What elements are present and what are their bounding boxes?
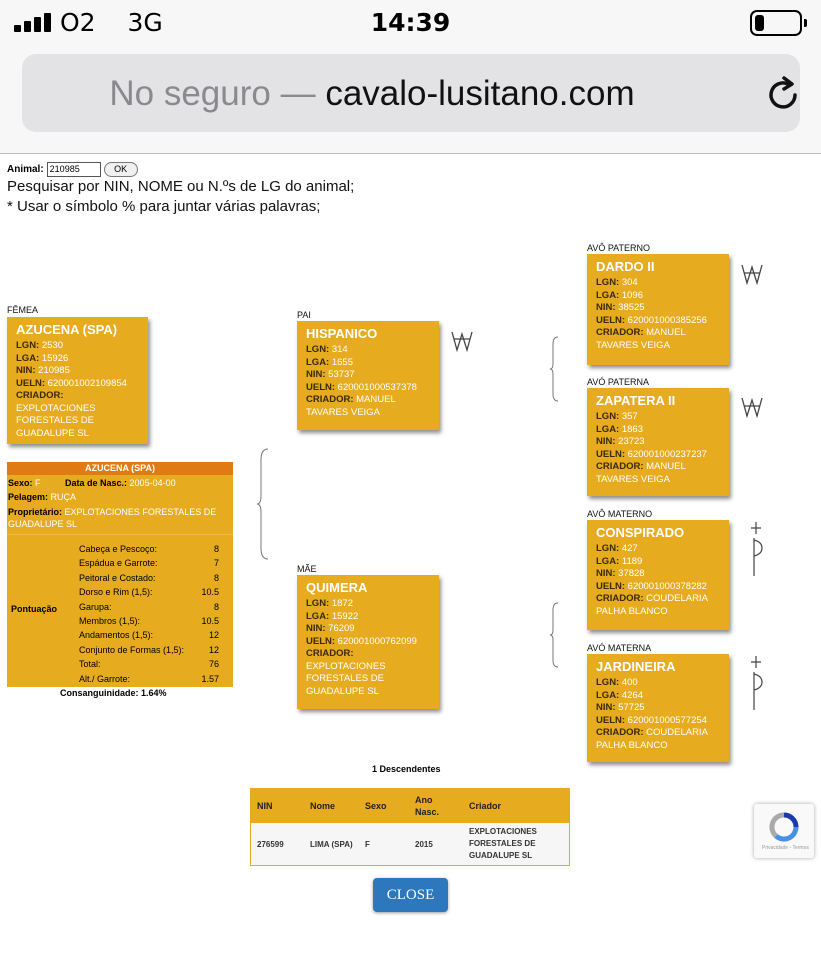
- lgn-label: LGN:: [306, 598, 330, 609]
- ueln-label: UELN:: [596, 714, 626, 726]
- lga-label: LGA:: [596, 423, 620, 435]
- pedigree-brace-icon: [256, 448, 270, 560]
- breeder-label: CRIADOR:: [596, 461, 644, 472]
- lga-value: 4264: [621, 689, 643, 701]
- score-value: 7: [213, 558, 219, 569]
- coat-label: Pelagem:: [8, 492, 49, 502]
- nin-label: NIN:: [16, 365, 36, 376]
- nin-value: 76209: [328, 623, 355, 634]
- recaptcha-terms: Privacidade - Termos: [762, 845, 809, 851]
- breeder-brand-icon: [748, 520, 764, 580]
- lgn-value: 400: [621, 677, 638, 688]
- ueln-label: UELN:: [596, 448, 626, 460]
- ueln-label: UELN:: [596, 580, 626, 592]
- section-label-paternal-grandsire: AVÔ PATERNO: [587, 243, 651, 253]
- table-header: [251, 789, 569, 823]
- horse-name: DARDO II: [596, 259, 655, 274]
- lgn-value: 1872: [331, 598, 353, 609]
- lga-label: LGA:: [306, 610, 330, 622]
- status-time: 14:39: [370, 8, 451, 37]
- ueln-value: 620001000537378: [337, 381, 417, 393]
- horse-card-paternal-granddam[interactable]: [587, 388, 729, 496]
- cell-name: LIMA (SPA): [310, 840, 353, 849]
- ueln-label: UELN:: [306, 635, 336, 647]
- animal-search-input[interactable]: [47, 162, 101, 177]
- horse-name: HISPANICO: [306, 326, 378, 341]
- horse-name: AZUCENA (SPA): [16, 322, 118, 337]
- section-label-paternal-granddam: AVÓ PATERNA: [587, 377, 650, 387]
- horse-name: ZAPATERA II: [596, 393, 676, 408]
- lgn-value: 357: [621, 411, 638, 422]
- coat-value: RUÇA: [50, 492, 77, 502]
- ueln-value: 620001000378282: [627, 580, 707, 592]
- nin-label: NIN:: [306, 369, 326, 380]
- section-label-maternal-grandsire: AVÔ MATERNO: [587, 509, 653, 519]
- search-help-text-2: * Usar o símbolo % para juntar várias palavras;: [7, 198, 321, 215]
- descendants-table: [250, 788, 570, 866]
- search-help-text: Pesquisar por NIN, NOME ou N.ºs de LG do animal;: [7, 178, 355, 195]
- ueln-value: 620001000385256: [627, 314, 707, 326]
- score-value: 10.5: [201, 616, 219, 626]
- breeder-brand-icon: [740, 263, 764, 285]
- score-label-text: Total:: [79, 659, 101, 670]
- score-value: 76: [208, 659, 219, 670]
- lga-value: 1189: [621, 555, 643, 567]
- breeder-value: MANUEL TAVARES VEIGA: [306, 394, 396, 418]
- owner-label: Proprietário:: [8, 507, 63, 517]
- lgn-label: LGN:: [16, 340, 40, 351]
- lga-value: 15922: [331, 610, 359, 622]
- lga-label: LGA:: [16, 352, 40, 364]
- sex-value: F: [35, 478, 41, 488]
- address-bar[interactable]: [22, 54, 800, 132]
- battery-level: [755, 15, 764, 31]
- lga-value: 1096: [621, 289, 643, 301]
- horse-card-sire[interactable]: [297, 321, 439, 430]
- pedigree-brace-icon: [549, 336, 559, 402]
- descendants-title: 1 Descendentes: [372, 764, 441, 774]
- breeder-value: MANUEL TAVARES VEIGA: [596, 461, 686, 485]
- header-sex: Sexo: [365, 801, 387, 811]
- score-value: 12: [208, 630, 219, 641]
- score-label-text: Peitoral e Costado:: [79, 572, 156, 583]
- horse-name: JARDINEIRA: [596, 659, 676, 674]
- lgn-value: 304: [621, 277, 638, 288]
- lgn-label: LGN:: [596, 411, 620, 422]
- breeder-label: CRIADOR:: [596, 593, 644, 604]
- horse-card-subject[interactable]: [7, 317, 148, 444]
- breeder-brand-icon: [748, 654, 764, 714]
- score-value: 1.57: [201, 673, 219, 684]
- ueln-value: 620001000762099: [337, 635, 417, 647]
- horse-card-paternal-grandsire[interactable]: [587, 254, 729, 365]
- header-name: Nome: [310, 801, 336, 811]
- score-value: 8: [213, 572, 219, 583]
- score-value: 8: [213, 544, 219, 554]
- score-row: [79, 659, 219, 669]
- nin-value: 37828: [618, 568, 645, 579]
- cell-breeder: EXPLOTACIONES FORESTALES DE GUADALUPE SL: [469, 827, 537, 860]
- horse-details-panel: [7, 462, 233, 687]
- breeder-value: EXPLOTACIONES FORESTALES DE GUADALUPE SL: [306, 660, 386, 697]
- header-nin: NIN: [257, 801, 273, 811]
- ueln-value: 620001000577254: [627, 714, 707, 726]
- ueln-value: 620001000237237: [627, 448, 707, 460]
- cell-sex: F: [365, 840, 370, 849]
- score-row: [79, 630, 219, 640]
- horse-card-dam[interactable]: [297, 575, 439, 709]
- cell-year: 2015: [415, 840, 433, 849]
- score-label-text: Espádua e Garrote:: [79, 558, 158, 569]
- score-label-text: Garupa:: [79, 601, 112, 612]
- horse-card-maternal-grandsire[interactable]: [587, 520, 729, 630]
- lga-label: LGA:: [596, 689, 620, 701]
- score-row: [79, 558, 219, 568]
- details-divider: [7, 534, 233, 535]
- nin-value: 53737: [328, 369, 355, 380]
- status-bar: [0, 0, 821, 46]
- details-title: AZUCENA (SPA): [7, 462, 233, 475]
- breeder-brand-icon: [450, 329, 474, 353]
- ueln-label: UELN:: [16, 377, 46, 389]
- breeder-value: COUDELARIA PALHA BLANCO: [596, 593, 708, 617]
- breeder-brand-icon: [740, 396, 764, 418]
- breeder-value: EXPLOTACIONES FORESTALES DE GUADALUPE SL: [16, 402, 96, 439]
- lga-label: LGA:: [596, 555, 620, 567]
- score-row: [79, 587, 219, 597]
- nin-value: 57725: [618, 702, 645, 713]
- table-row[interactable]: [251, 823, 569, 865]
- lgn-label: LGN:: [306, 344, 330, 355]
- horse-name: CONSPIRADO: [596, 525, 685, 540]
- score-label-text: Conjunto de Formas (1,5):: [79, 644, 185, 655]
- reload-icon[interactable]: [760, 72, 806, 118]
- lga-value: 1655: [331, 356, 353, 368]
- url-text[interactable]: [22, 74, 722, 114]
- birth-label: Data de Nasc.:: [65, 478, 128, 488]
- lga-value: 1863: [621, 423, 643, 435]
- nin-label: NIN:: [596, 568, 616, 579]
- breeder-value: MANUEL TAVARES VEIGA: [596, 327, 686, 351]
- browser-toolbar: [0, 46, 821, 154]
- nin-value: 38525: [618, 302, 645, 313]
- score-label-text: Andamentos (1,5):: [79, 630, 154, 641]
- score-row: [79, 616, 219, 626]
- carrier-name: O2: [60, 8, 96, 37]
- birth-value: 2005-04-00: [129, 478, 176, 488]
- ueln-label: UELN:: [596, 314, 626, 326]
- header-breeder: Criador: [469, 801, 502, 811]
- lga-value: 15926: [41, 352, 69, 364]
- score-label-text: Alt./ Garrote:: [79, 673, 131, 684]
- lgn-label: LGN:: [596, 677, 620, 688]
- nin-label: NIN:: [596, 302, 616, 313]
- lga-label: LGA:: [596, 289, 620, 301]
- lgn-value: 2530: [41, 340, 63, 351]
- pedigree-brace-icon: [549, 602, 559, 668]
- ok-button[interactable]: OK: [104, 162, 138, 177]
- close-button[interactable]: CLOSE: [373, 878, 448, 912]
- lgn-label: LGN:: [596, 543, 620, 554]
- score-row: [79, 645, 219, 655]
- nin-value: 210985: [38, 365, 70, 376]
- owner-value: EXPLOTACIONES FORESTALES DE GUADALUPE SL: [8, 507, 217, 529]
- lgn-value: 427: [621, 543, 638, 554]
- score-row: [79, 674, 219, 684]
- lgn-value: 314: [331, 344, 348, 355]
- score-value: 10.5: [201, 587, 219, 598]
- section-label-dam: MÃE: [297, 564, 317, 574]
- search-form: [7, 160, 138, 178]
- lga-label: LGA:: [306, 356, 330, 368]
- score-value: 12: [208, 644, 219, 655]
- animal-label: Animal:: [7, 163, 44, 175]
- section-label-maternal-granddam: AVÓ MATERNA: [587, 643, 652, 653]
- score-label-text: Membros (1,5):: [79, 616, 141, 626]
- section-label-sire: PAI: [297, 310, 311, 320]
- battery-icon: [750, 10, 802, 36]
- breeder-label: CRIADOR:: [596, 327, 644, 338]
- ueln-label: UELN:: [306, 381, 336, 393]
- inbreeding-text: Consanguinidade: 1.64%: [60, 688, 167, 698]
- score-row: [79, 573, 219, 583]
- nin-label: NIN:: [306, 623, 326, 634]
- breeder-label: CRIADOR:: [306, 648, 354, 659]
- lgn-label: LGN:: [596, 277, 620, 288]
- sex-label: Sexo:: [8, 478, 33, 488]
- nin-value: 23723: [618, 436, 645, 447]
- breeder-label: CRIADOR:: [306, 394, 354, 405]
- score-label-text: Cabeça e Pescoço:: [79, 544, 158, 554]
- ueln-value: 620001002109854: [47, 377, 127, 389]
- url-domain: cavalo-lusitano.com: [325, 74, 635, 113]
- breeder-value: COUDELARIA PALHA BLANCO: [596, 727, 708, 751]
- recaptcha-icon: [768, 812, 800, 842]
- breeder-label: CRIADOR:: [16, 390, 64, 401]
- breeder-label: CRIADOR:: [596, 727, 644, 738]
- nin-label: NIN:: [596, 702, 616, 713]
- score-row: [79, 544, 219, 554]
- cell-nin: 276599: [257, 840, 284, 849]
- score-row: [79, 602, 219, 612]
- horse-card-maternal-granddam[interactable]: [587, 654, 729, 762]
- header-year: Ano Nasc.: [415, 795, 440, 817]
- section-label-female: FÊMEA: [7, 305, 39, 315]
- horse-name: QUIMERA: [306, 580, 368, 595]
- recaptcha-badge[interactable]: [754, 804, 814, 858]
- score-value: 8: [213, 601, 219, 612]
- score-label: Pontuação: [11, 604, 58, 614]
- network-type: 3G: [127, 8, 163, 37]
- url-security-label: No seguro —: [109, 74, 316, 113]
- nin-label: NIN:: [596, 436, 616, 447]
- score-label-text: Dorso e Rim (1,5):: [79, 587, 153, 598]
